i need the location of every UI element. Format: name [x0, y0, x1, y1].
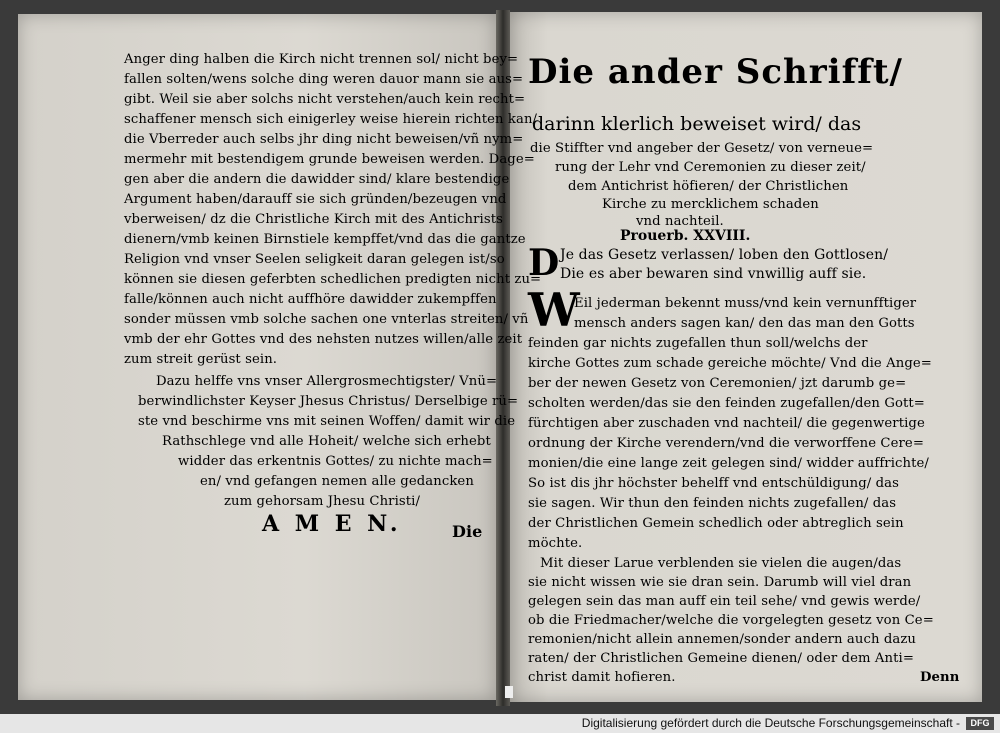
- body-line: kirche Gottes zum schade gereiche möchte/ Vnd die Ange=: [528, 356, 932, 371]
- page-fold-mark: [505, 686, 513, 698]
- right-catchword: Denn: [920, 670, 960, 685]
- left-body-line: fallen solten/wens solche ding weren dauor mann sie aus=: [124, 72, 524, 87]
- prayer-line: ste vnd beschirme vns mit seinen Woffen/ damit wir die: [138, 414, 516, 429]
- body-line: der Christlichen Gemein schedlich oder abtreglich sein: [528, 516, 904, 531]
- body-line: ber der newen Gesetz von Ceremonien/ jzt darumb ge=: [528, 376, 907, 391]
- left-body-line: mermehr mit bestendigem grunde beweisen werden. Dage=: [124, 152, 535, 167]
- left-body-line: dienern/vmb keinen Birnstiele kempffet/vnd das die gantze: [124, 232, 526, 247]
- body2-line: raten/ der Christlichen Gemeine dienen/ oder dem Anti=: [528, 651, 914, 666]
- prayer-line: en/ vnd gefangen nemen alle gedancken: [200, 474, 474, 489]
- left-catchword: Die: [452, 522, 483, 541]
- quote-line: Die es aber bewaren sind vnwillig auff sie.: [560, 266, 867, 282]
- left-body-line: sonder müssen vmb solche sachen one vnterlas streiten/ vñ: [124, 312, 529, 327]
- intro-line: rung der Lehr vnd Ceremonien zu dieser zeit/: [555, 160, 866, 175]
- body2-line: remonien/nicht allein annemen/sonder andern auch dazu: [528, 632, 916, 647]
- prayer-line: berwindlichster Keyser Jhesus Christus/ Derselbige rü=: [138, 394, 519, 409]
- body2-line: ob die Friedmacher/welche die vorgelegten gesetz von Ce=: [528, 613, 934, 628]
- body-line: feinden gar nichts zugefallen thun soll/welchs der: [528, 336, 868, 351]
- left-body-line: gibt. Weil sie aber solchs nicht verstehen/auch kein recht=: [124, 92, 526, 107]
- body-line: So ist dis jhr höchster behelff vnd entschüldigung/ das: [528, 476, 900, 491]
- body-line: fürchtigen aber zuschaden vnd nachteil/ die gegenwertige: [528, 416, 925, 431]
- intro-line: die Stiffter vnd angeber der Gesetz/ von verneue=: [530, 141, 874, 156]
- footer-bar: [0, 714, 1000, 733]
- dfg-logo-icon: DFG: [966, 717, 994, 730]
- body2-line: Mit dieser Larue verblenden sie vielen die augen/das: [540, 556, 902, 571]
- prayer-line: Dazu helffe vns vnser Allergrosmechtigster/ Vnü=: [156, 374, 498, 389]
- body-line: scholten werden/das sie den feinden zugefallen/den Gott=: [528, 396, 925, 411]
- page-subtitle: darinn klerlich beweiset wird/ das: [532, 113, 862, 135]
- body-line: sie sagen. Wir thun den feinden nichts zugefallen/ das: [528, 496, 897, 511]
- amen-line: A M E N.: [262, 511, 402, 537]
- body-line: ordnung der Kirche verendern/vnd die verworffene Cere=: [528, 436, 924, 451]
- body2-line: gelegen sein das man auff ein teil sehe/ vnd gewis werde/: [528, 594, 921, 609]
- prayer-line: Rathschlege vnd alle Hoheit/ welche sich erhebt: [162, 434, 491, 449]
- body2-line: sie nicht wissen wie sie dran sein. Darumb will viel dran: [528, 575, 912, 590]
- intro-line: vnd nachteil.: [636, 214, 724, 229]
- intro-line: dem Antichrist höfieren/ der Christlichen: [568, 179, 849, 194]
- body-line: monien/die eine lange zeit gelegen sind/ widder auffrichte/: [528, 456, 929, 471]
- prayer-line: zum gehorsam Jhesu Christi/: [224, 494, 421, 509]
- drop-initial: W: [528, 283, 580, 337]
- quote-line: Je das Gesetz verlassen/ loben den Gottlosen/: [560, 247, 889, 263]
- left-body-line: falle/können auch nicht auffhöre dawidder zukempffen: [124, 292, 497, 307]
- left-body-line: vmb der ehr Gottes vnd des nehsten nutzes willen/alle zeit: [124, 332, 523, 347]
- body-line: möchte.: [528, 536, 583, 551]
- body-line: mensch anders sagen kan/ den das man den Gotts: [574, 316, 915, 331]
- quote-initial: D: [528, 242, 560, 284]
- footer-credit: Digitalisierung gefördert durch die Deutsche Forschungsgemeinschaft -: [581, 716, 960, 730]
- left-body-line: gen aber die andern die dawidder sind/ klare bestendige: [124, 172, 510, 187]
- left-body-line: Argument haben/darauff sie sich gründen/bezeugen vnd: [124, 192, 507, 207]
- left-body-line: können sie diesen geferbten schedlichen predigten nicht zu=: [124, 272, 542, 287]
- body-line: Eil jederman bekennt muss/vnd kein vernunfftiger: [574, 296, 917, 311]
- left-body-line: schaffener mensch sich einigerley weise hierein richten kan/: [124, 112, 538, 127]
- prayer-line: widder das erkentnis Gottes/ zu nichte mach=: [178, 454, 493, 469]
- left-body-line: Religion vnd vnser Seelen seligkeit daran gelegen ist/so: [124, 252, 505, 267]
- left-body-line: Anger ding halben die Kirch nicht trennen sol/ nicht bey=: [124, 52, 519, 67]
- left-body-line: die Vberreder auch selbs jhr ding nicht beweisen/vñ nym=: [124, 132, 524, 147]
- intro-line: Kirche zu mercklichem schaden: [602, 197, 819, 212]
- left-body-line: zum streit gerüst sein.: [124, 352, 278, 367]
- left-body-line: vberweisen/ dz die Christliche Kirch mit des Antichrists: [124, 212, 503, 227]
- page-title: Die ander Schrifft/: [528, 52, 903, 92]
- body2-line: christ damit hofieren.: [528, 670, 676, 685]
- proverb-reference: Prouerb. XXVIII.: [620, 228, 751, 244]
